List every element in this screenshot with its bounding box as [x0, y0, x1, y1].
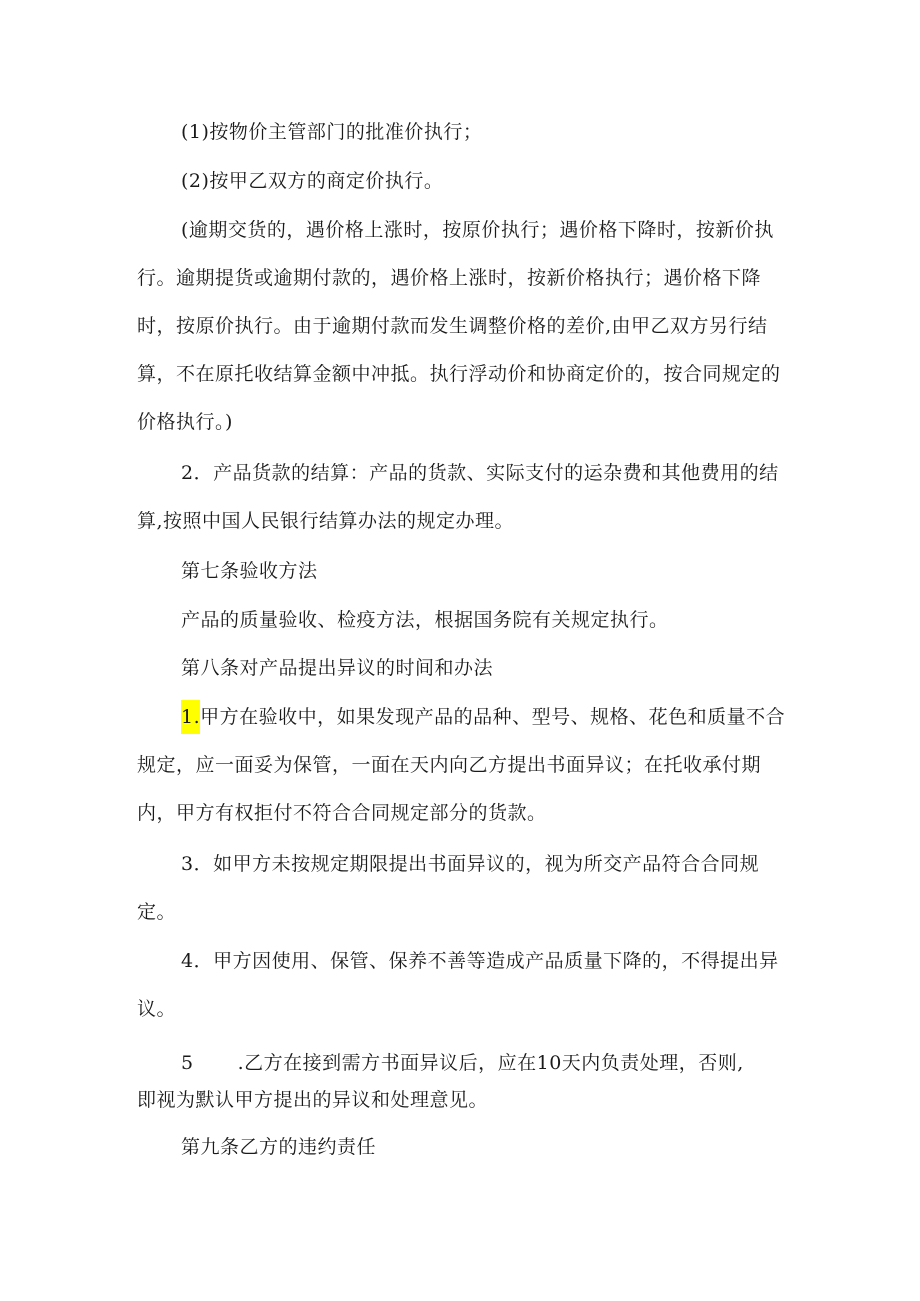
paragraph-payment-settlement: 2．产品货款的结算：产品的货款、实际支付的运杂费和其他费用的结算,按照中国人民银行结算办法的规定办理。	[137, 462, 779, 532]
paragraph-objection-item-4: 4．甲方因使用、保管、保养不善等造成产品质量下降的，不得提出异议。	[137, 950, 779, 1020]
article-8-heading: 第八条对产品提出异议的时间和办法	[181, 657, 494, 679]
paragraph-objection-item-3: 3．如甲方未按规定期限提出书面异议的，视为所交产品符合合同规定。	[137, 853, 760, 923]
item-5-number: 5	[181, 1052, 194, 1074]
paragraph-objection-item-5-line2: 即视为默认甲方提出的异议和处理意见。	[137, 1089, 489, 1111]
paragraph-price-rule-1: (1)按物价主管部门的批准价执行；	[181, 121, 483, 143]
paragraph-objection-item-1	[137, 693, 787, 837]
highlighted-item-number: 1.	[181, 700, 200, 734]
paragraph-overdue-pricing: (逾期交货的，遇价格上涨时，按原价执行；遇价格下降时，按新价执行。逾期提货或逾期付款的，遇价格上涨时，按新价格执行；遇价格下降时，按原价执行。由于逾期付款而发生调整价格的差价,由甲乙双方另行结算，不在原托收结算金额中冲抵。执行浮动价和协商定价的，按合同规定的价格执行。)	[137, 219, 781, 433]
article-9-heading: 第九条乙方的违约责任	[181, 1136, 377, 1158]
paragraph-price-rule-2: (2)按甲乙双方的商定价执行。	[181, 170, 444, 192]
paragraph-quality-inspection: 产品的质量验收、检疫方法，根据国务院有关规定执行。	[181, 609, 669, 631]
item-5-line1-text: .乙方在接到需方书面异议后，应在10天内负责处理，否则,	[237, 1052, 744, 1074]
objection-item-1-text: 甲方在验收中，如果发现产品的品种、型号、规格、花色和质量不合规定，应一面妥为保管，一面在天内向乙方提出书面异议；在托收承付期内，甲方有权拒付不符合合同规定部分的货款。	[137, 706, 786, 824]
article-7-heading: 第七条验收方法	[181, 560, 318, 582]
